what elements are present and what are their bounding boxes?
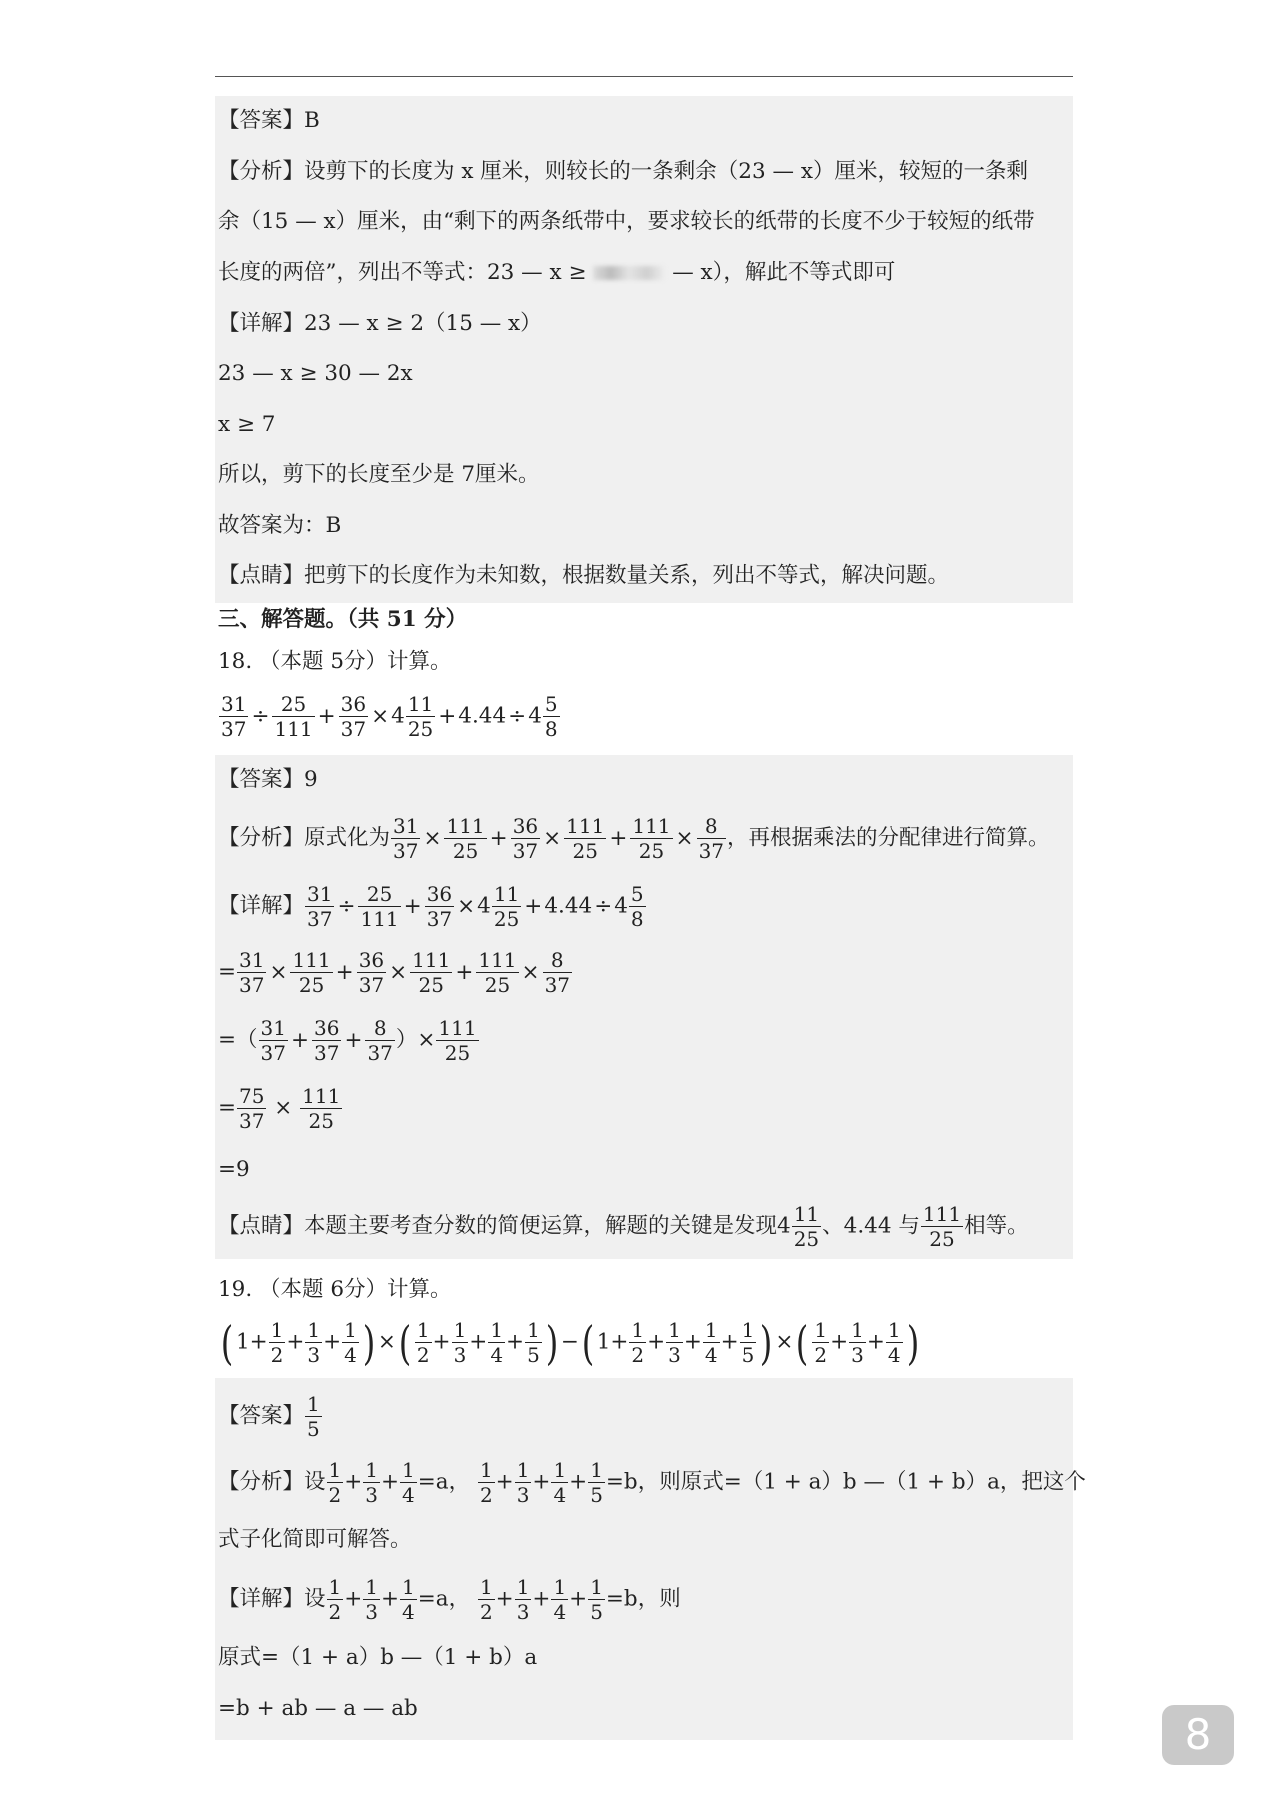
q17-answer: 【答案】B	[218, 108, 320, 133]
q18-detail-line-1: 【详解】 $\frac{31}{37}$ ÷ $\frac{25}{111}$ + $\frac{36}{37}$ ×4 $\frac{11}{25}$ +4.44÷4 $\frac{5}{8}$	[218, 882, 644, 931]
q19-answer: 【答案】 $\frac{1}{5}$	[218, 1392, 320, 1441]
q18-detail-line-4: = $\frac{75}{37}$ × $\frac{111}{25}$	[218, 1084, 341, 1133]
blurred-region	[593, 266, 665, 280]
q17-analysis-line-3: 长度的两倍”，列出不等式：23 — x ≥ — x），解此不等式即可	[218, 260, 896, 285]
section-title: 三、解答题。（共 51 分）	[218, 607, 468, 632]
q19-header: 19. （本题 6分）计算。	[218, 1277, 452, 1302]
q17-detail-line-2: 23 — x ≥ 30 — 2x	[218, 361, 413, 386]
q19-analysis-line-1: 【分析】设 $\frac{1}{2}$ + $\frac{1}{3}$ + $\frac{1}{4}$ =a， $\frac{1}{2}$ + $\frac{1}{3}$ + $\frac{1}{4}$ + $\frac{1}{5}$ =b，则原式=（1 + a）b —（1 + b）a，把这个	[218, 1458, 1086, 1507]
q19-solution-block	[215, 1378, 1073, 1740]
q18-analysis: 【分析】原式化为 $\frac{31}{37}$ × $\frac{111}{25}$ + $\frac{36}{37}$ × $\frac{111}{25}$ + $\frac{111}{25}$ × $\frac{8}{37}$ ，再根据乘法的分配律进行简算。	[218, 814, 1050, 863]
q17-detail-line-4: 所以，剪下的长度至少是 7厘米。	[218, 462, 540, 487]
q19-expression: ( 1+ $\frac{1}{2}$ + $\frac{1}{3}$ + $\frac{1}{4}$ ) ×( $\frac{1}{2}$ + $\frac{1}{3}$ + $\frac{1}{4}$ + $\frac{1}{5}$ ) −( 1+ $\frac{1}{2}$ + $\frac{1}{3}$ + $\frac{1}{4}$ + $\frac{1}{5}$ ) ×( $\frac{1}{2}$ + $\frac{1}{3}$ + $\frac{1}{4}$ )	[220, 1315, 919, 1370]
header-rule	[215, 76, 1073, 77]
q18-final: =9	[218, 1157, 250, 1182]
q18-header: 18. （本题 5分）计算。	[218, 649, 452, 674]
q19-detail-line-3: =b + ab — a — ab	[218, 1696, 418, 1721]
page-number-badge: 8	[1162, 1705, 1234, 1765]
q17-detail-line-5: 故答案为：B	[218, 513, 342, 538]
q18-expression: $\frac{31}{37}$ ÷ $\frac{25}{111}$ + $\frac{36}{37}$ ×4 $\frac{11}{25}$ +4.44÷4 $\frac{5}{8}$	[221, 692, 558, 741]
q18-detail-line-2: = $\frac{31}{37}$ × $\frac{111}{25}$ + $\frac{36}{37}$ × $\frac{111}{25}$ + $\frac{111}{25}$ × $\frac{8}{37}$	[218, 948, 571, 997]
q17-tip: 【点睛】把剪下的长度作为未知数，根据数量关系，列出不等式，解决问题。	[218, 563, 950, 588]
q18-detail-line-3: =（ $\frac{31}{37}$ + $\frac{36}{37}$ + $\frac{8}{37}$ ）× $\frac{111}{25}$	[218, 1016, 477, 1065]
q19-analysis-line-2: 式子化简即可解答。	[218, 1527, 412, 1552]
q19-detail-line-1: 【详解】设 $\frac{1}{2}$ + $\frac{1}{3}$ + $\frac{1}{4}$ =a， $\frac{1}{2}$ + $\frac{1}{3}$ + $\frac{1}{4}$ + $\frac{1}{5}$ =b，则	[218, 1575, 681, 1624]
q19-detail-line-2: 原式=（1 + a）b —（1 + b）a	[218, 1645, 538, 1670]
q17-analysis-line-1: 【分析】设剪下的长度为 x 厘米，则较长的一条剩余（23 — x）厘米，较短的一条剩	[218, 159, 1028, 184]
q17-detail-line-1: 【详解】23 — x ≥ 2（15 — x）	[218, 311, 542, 336]
q17-analysis-line-2: 余（15 — x）厘米，由“剩下的两条纸带中，要求较长的纸带的长度不少于较短的纸带	[218, 209, 1035, 234]
q18-tip: 【点睛】本题主要考查分数的简便运算，解题的关键是发现4 $\frac{11}{25}$ 、4.44 与 $\frac{111}{25}$ 相等。	[218, 1202, 1029, 1251]
q17-detail-line-3: x ≥ 7	[218, 412, 276, 437]
q18-answer: 【答案】9	[218, 767, 318, 792]
